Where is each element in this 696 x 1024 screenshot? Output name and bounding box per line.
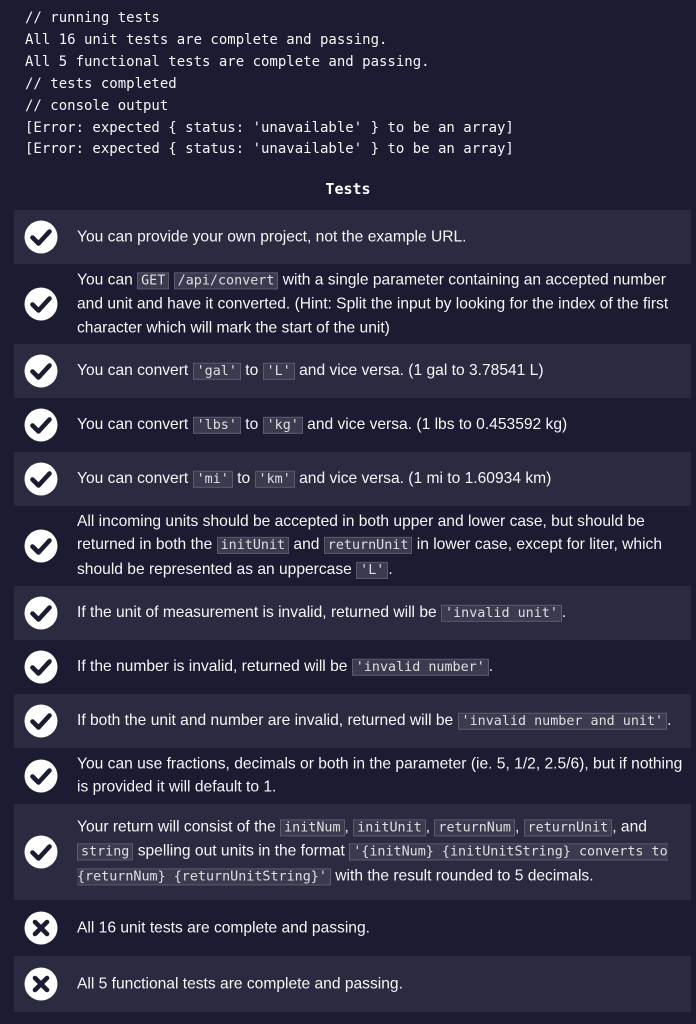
check-circle-icon	[24, 596, 58, 630]
test-row	[14, 956, 691, 1012]
check-circle-icon	[24, 408, 58, 442]
check-circle-icon	[24, 287, 58, 321]
inline-code: 'mi'	[193, 471, 233, 488]
test-row	[14, 748, 691, 804]
test-description	[77, 972, 685, 995]
test-text-fragment: to	[240, 361, 263, 379]
inline-code: /api/convert	[174, 272, 279, 289]
inline-code: returnUnit	[324, 537, 413, 554]
check-circle-icon	[24, 220, 58, 254]
test-text-fragment: If the unit of measurement is invalid, returned will be	[77, 603, 442, 621]
test-text-fragment: ,	[425, 818, 435, 836]
test-row	[14, 398, 691, 452]
test-text-fragment: If both the unit and number are invalid, returned will be	[77, 711, 458, 729]
inline-code: 'L'	[356, 562, 388, 579]
x-circle-icon	[24, 911, 58, 945]
test-text-fragment: ,	[344, 818, 354, 836]
test-description	[77, 268, 685, 339]
inline-code: '{initNum} {initUnitString} converts to {returnNum} {returnUnitString}'	[77, 844, 668, 885]
check-circle-icon	[24, 759, 58, 793]
inline-code: 'invalid number'	[352, 659, 489, 676]
test-text-fragment: If the number is invalid, returned will be	[77, 657, 352, 675]
inline-code: returnNum	[434, 819, 515, 836]
x-circle-icon	[24, 967, 58, 1001]
inline-code: string	[77, 844, 133, 861]
test-description	[77, 467, 685, 491]
test-description	[77, 753, 685, 800]
test-description	[77, 413, 685, 437]
test-text-fragment: to	[232, 469, 255, 487]
test-text-fragment: You can provide your own project, not the example URL.	[77, 228, 467, 246]
test-text-fragment: You can convert	[77, 469, 193, 487]
test-description	[77, 225, 685, 248]
check-circle-icon	[24, 835, 58, 869]
tests-heading: Tests	[325, 180, 371, 198]
console-line: // tests completed	[25, 75, 177, 92]
check-circle-icon	[24, 462, 58, 496]
test-row	[14, 506, 691, 586]
test-text-fragment: You can convert	[77, 361, 193, 379]
test-row	[14, 694, 691, 748]
test-row	[14, 804, 691, 900]
check-circle-icon	[24, 704, 58, 738]
test-text-fragment: with a single parameter containing an accepted number and unit and have it converted. (Hint: Split the input by looking for the index of the first character which will mark the start of the unit)	[77, 271, 669, 337]
inline-code: 'lbs'	[193, 417, 241, 434]
test-text-fragment: .	[561, 603, 567, 621]
test-text-fragment: You can use fractions, decimals or both in the parameter (ie. 5, 1/2, 2.5/6), but if nothing is provided it will default to 1.	[77, 755, 683, 796]
test-row	[14, 264, 691, 344]
test-text-fragment: , and	[612, 818, 647, 836]
test-text-fragment: .	[667, 711, 672, 729]
test-text-fragment: You can convert	[77, 415, 193, 433]
console-line: // running tests	[25, 10, 160, 26]
console-line: // console output	[25, 97, 169, 114]
test-text-fragment: .	[488, 657, 494, 675]
test-text-fragment: You can	[77, 271, 138, 289]
test-text-fragment: spelling out units in the format	[133, 842, 350, 860]
test-text-fragment	[169, 271, 173, 288]
inline-code: returnUnit	[524, 819, 613, 836]
test-text-fragment: and vice versa. (1 mi to 1.60934 km)	[294, 469, 552, 487]
test-text-fragment: and	[289, 536, 324, 554]
test-text-fragment: All incoming units should be accepted in both upper and lower case, but should be returned in both the	[77, 512, 645, 554]
inline-code: 'invalid unit'	[441, 605, 562, 622]
console-line: All 16 unit tests are complete and passing.	[25, 31, 388, 48]
test-description	[77, 655, 685, 679]
test-text-fragment: Your return will consist of the	[77, 818, 281, 836]
test-description	[77, 601, 685, 625]
test-text-fragment: and vice versa. (1 lbs to 0.453592 kg)	[302, 415, 568, 433]
test-row	[14, 344, 691, 398]
inline-code: GET	[137, 272, 169, 289]
test-row	[14, 586, 691, 640]
check-circle-icon	[24, 529, 58, 563]
inline-code: 'km'	[255, 471, 295, 488]
test-row	[14, 452, 691, 506]
inline-code: 'L'	[263, 363, 295, 380]
test-row	[14, 640, 691, 694]
inline-code: initUnit	[353, 819, 426, 836]
test-text-fragment: All 5 functional tests are complete and passing.	[77, 975, 403, 993]
test-description	[77, 359, 685, 383]
test-description	[77, 510, 685, 582]
test-description	[77, 815, 685, 888]
test-text-fragment: in lower case, except for liter, which should be represented as an uppercase	[77, 536, 662, 578]
console-line: [Error: expected { status: 'unavailable' } to be an array]	[25, 141, 514, 158]
test-description	[77, 709, 685, 733]
test-text-fragment: to	[240, 415, 263, 433]
console-output	[0, 0, 696, 158]
inline-code: 'invalid number and unit'	[458, 713, 668, 730]
inline-code: initNum	[280, 819, 344, 836]
test-description	[77, 916, 685, 939]
test-row	[14, 900, 691, 956]
check-circle-icon	[24, 650, 58, 684]
test-text-fragment: and vice versa. (1 gal to 3.78541 L)	[294, 361, 544, 379]
inline-code: 'gal'	[193, 363, 241, 380]
console-line: [Error: expected { status: 'unavailable' } to be an array]	[25, 119, 514, 136]
inline-code: initUnit	[217, 537, 290, 554]
console-line: All 5 functional tests are complete and passing.	[25, 53, 430, 70]
test-text-fragment: All 16 unit tests are complete and passing.	[77, 919, 370, 937]
check-circle-icon	[24, 354, 58, 388]
test-text-fragment: ,	[514, 818, 524, 836]
test-row	[14, 210, 691, 264]
test-text-fragment: with the result rounded to 5 decimals.	[330, 867, 594, 885]
inline-code: 'kg'	[263, 417, 303, 434]
test-text-fragment: .	[388, 560, 393, 578]
